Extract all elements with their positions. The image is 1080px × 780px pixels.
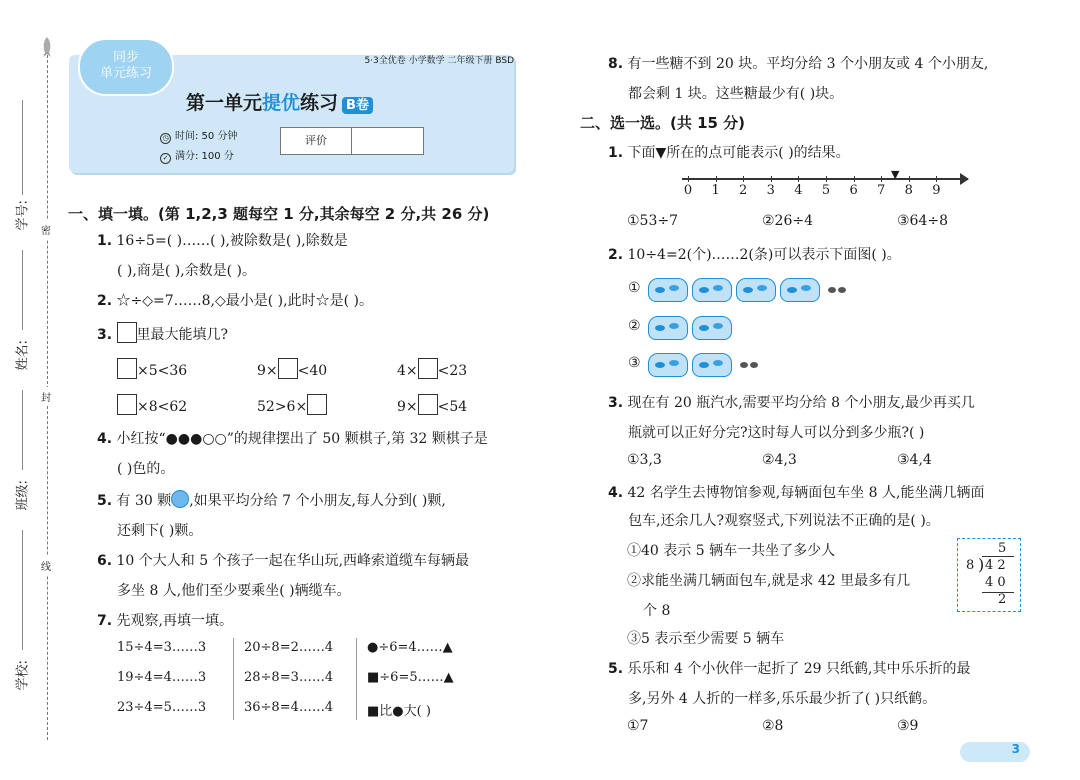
c3-number: 3. [608,395,624,411]
number-line-tick [936,176,937,182]
number-line-label: 6 [849,183,858,198]
q5-text-b: ,如果平均分给 7 个小朋友,每人分到( )颗, [189,493,446,509]
answer-box[interactable] [418,358,438,379]
rocket-icon [40,36,54,58]
q1-line2: ( ),商是( ),余数是( )。 [117,263,257,279]
c4-option-1[interactable]: ①40 表示 5 辆车一共坐了多少人 [627,543,836,559]
number-line-label: 1 [711,183,720,198]
q1-number: 1. [97,233,113,249]
c2-number: 2. [608,247,624,263]
q8-line1 [608,53,988,73]
c3-option-2[interactable]: ②4,3 [762,452,797,468]
q3-item-text: 52>6× [257,399,308,415]
fish-tank-icon [648,353,688,377]
score-info [160,147,234,164]
q5-number: 5. [97,493,113,509]
number-line-tick [798,176,799,182]
c2-option-1[interactable]: ① [628,280,641,296]
q7-col2-row1: 20÷8=2……4 [244,640,334,655]
title-highlight: 提优 [262,92,301,114]
c4-option-2[interactable]: ②求能坐满几辆面包车,就是求 42 里最多有几 [627,573,911,589]
q3-line [97,322,228,344]
fish-tank-icon [780,278,820,302]
section-2-heading: 二、选一选。(共 15 分) [580,114,746,132]
c1-line [608,142,850,162]
time-info [160,127,237,144]
section-1-heading: 一、填一填。(第 1,2,3 题每空 1 分,其余每空 2 分,共 26 分) [68,205,490,223]
q7-col1-row3: 23÷4=5……3 [117,700,207,715]
c4-option-3[interactable]: ③5 表示至少需要 5 辆车 [627,631,785,647]
fish-tank-icon [692,353,732,377]
long-division-box [957,538,1021,612]
q3-item-text: ×8<62 [137,399,188,415]
q6-text-a: 10 个大人和 5 个孩子一起在华山玩,西峰索道缆车每辆最 [116,553,470,569]
q7-number: 7. [97,613,113,629]
number-line-label: 3 [766,183,775,198]
number-line-tick [826,176,827,182]
q3-item-text: 9× [397,399,418,415]
c4-text-a: 42 名学生去博物馆参观,每辆面包车坐 8 人,能坐满几辆面 [627,485,985,501]
column-divider [233,638,234,720]
sync-tag-line2: 单元练习 [99,66,152,81]
c3-text-a: 现在有 20 瓶汽水,需要平均分给 8 个小朋友,最少再买几 [627,395,975,411]
number-line-tick [688,176,689,182]
division-product: 4 0 [985,575,1006,590]
arrow-right-icon [960,173,969,185]
q5-line2: 还剩下( )颗。 [117,523,203,539]
c1-number: 1. [608,145,624,161]
q8-number: 8. [608,56,624,72]
q3-item-text: <54 [437,399,468,415]
q7-col2-row3: 36÷8=4……4 [244,700,334,715]
q3-item-2 [257,358,327,379]
fish-tank-icon [648,278,688,302]
q5-text-a: 有 30 颗 [116,493,172,509]
c1-option-1[interactable]: ①53÷7 [627,213,679,229]
c2-text: 10÷4=2(个)……2(条)可以表示下面图( )。 [627,247,901,263]
division-bar [982,556,1014,557]
q1-line1 [97,230,348,250]
q6-line1 [97,550,469,570]
sync-tag [78,38,174,96]
q3-item-text: ×5<36 [137,363,188,379]
number-line-label: 4 [794,183,803,198]
margin-label-school: 学校: [15,660,31,691]
q7-text: 先观察,再填一填。 [116,613,233,629]
c5-option-1[interactable]: ①7 [627,718,649,734]
fish-tank-icon [692,316,732,340]
q7-col1-row1: 15÷4=3……3 [117,640,207,655]
number-line-axis [682,178,968,180]
answer-box[interactable] [307,394,327,415]
margin-label-class: 班级: [15,480,31,511]
fish-icon [828,285,850,295]
seal-mi: 密 [41,220,51,239]
q7-col3-row1: ●÷6=4……▲ [367,640,453,655]
margin-label-name: 姓名: [15,340,31,371]
time-text: 时间: 50 分钟 [175,131,238,142]
triangle-marker-icon: ▼ [891,168,900,181]
brand-line: 5·3全优卷 小学数学 二年级下册 BSD [364,56,514,66]
q8-text-a: 有一些糖不到 20 块。平均分给 3 个小朋友或 4 个小朋友, [627,56,989,72]
sync-tag-line1: 同步 [112,50,139,65]
q3-item-3 [397,358,467,379]
answer-box[interactable] [418,394,438,415]
fish-icon [740,360,762,370]
division-dividend: 4 2 [985,558,1006,573]
answer-box[interactable] [117,322,137,343]
division-divisor: 8 [966,558,975,573]
seal-xian: 线 [41,556,51,575]
q6-line2: 多坐 8 人,他们至少要乘坐( )辆缆车。 [117,583,351,599]
evaluation-box [280,127,424,155]
c2-line [608,244,901,264]
c5-line1 [608,658,971,678]
number-line-label: 5 [821,183,831,198]
margin-label-student-id: 学号: [15,200,31,231]
candy-icon [171,490,189,508]
q3-item-5 [257,394,327,415]
q7-line [97,610,233,630]
number-line-tick [743,176,744,182]
q2-number: 2. [97,293,113,309]
q3-item-text: 9× [257,363,278,379]
division-quotient: 5 [998,541,1007,556]
q2-text: ☆÷◇=7……8,◇最小是( ),此时☆是( )。 [116,293,373,309]
q5-line1 [97,490,446,510]
fish-tank-icon [692,278,732,302]
q7-col3-row2: ■÷6=5……▲ [367,670,454,685]
c4-line1 [608,482,985,502]
number-line-tick [771,176,772,182]
c5-option-3[interactable]: ③9 [897,718,919,734]
c2-option-3[interactable]: ③ [628,355,641,371]
answer-box[interactable] [278,358,298,379]
margin-blank-line [22,250,23,330]
number-line-tick [716,176,717,182]
division-bracket: ) [978,555,985,574]
q4-text-a: 小红按“●●●○○”的规律摆出了 50 颗棋子,第 32 颗棋子是 [116,431,488,447]
c5-option-2[interactable]: ②8 [762,718,784,734]
evaluation-label: 评价 [281,128,352,154]
page-number: 3 [960,742,1030,762]
number-line-tick [909,176,910,182]
q7-col3-row3: ■比●大( ) [367,704,431,719]
page-title [186,88,373,115]
c4-number: 4. [608,485,624,501]
number-line-label: 2 [739,183,748,198]
number-line-tick [881,176,882,182]
division-remainder: 2 [998,592,1007,607]
c1-option-2[interactable]: ②26÷4 [762,213,814,229]
fish-tank-icon [736,278,776,302]
check-icon: ✓ [160,153,171,164]
q3-text: 里最大能填几? [136,327,229,343]
c4-line2: 包车,还余几人?观察竖式,下列说法不正确的是( )。 [628,513,940,529]
q3-item-text: <23 [437,363,468,379]
q2-line [97,290,373,310]
number-line-label: 0 [683,183,693,198]
c5-text-a: 乐乐和 4 个小伙伴一起折了 29 只纸鹤,其中乐乐折的最 [627,661,971,677]
number-line-label: 7 [877,183,886,198]
c5-number: 5. [608,661,624,677]
column-divider [356,638,357,720]
q4-line2: ( )色的。 [117,461,175,477]
q7-col2-row2: 28÷8=3……4 [244,670,334,685]
score-text: 满分: 100 分 [175,151,234,162]
q1-text-a: 16÷5=( )……( ),被除数是( ),除数是 [116,233,348,249]
margin-blank-line [22,530,23,650]
q3-item-1 [117,358,187,379]
c3-option-3[interactable]: ③4,4 [897,452,932,468]
q3-item-6 [397,394,467,415]
c5-line2: 多,另外 4 人折的一样多,乐乐最少折了( )只纸鹤。 [628,691,937,707]
c3-option-1[interactable]: ①3,3 [627,452,662,468]
q8-line2: 都会剩 1 块。这些糖最少有( )块。 [628,86,844,102]
answer-box[interactable] [117,394,137,415]
number-line-tick [854,176,855,182]
q4-line1 [97,428,488,448]
q6-number: 6. [97,553,113,569]
title-suffix: 练习 [300,92,339,114]
q3-number: 3. [97,327,113,343]
c3-line1 [608,392,975,412]
q3-item-4 [117,394,187,415]
c4-option-2-cont: 个 8 [643,603,671,619]
fish-tank-icon [648,316,688,340]
number-line-label: 8 [904,183,913,198]
c3-line2: 瓶就可以正好分完?这时每人可以分到多少瓶?( ) [628,425,925,441]
q3-item-text: 4× [397,363,418,379]
seal-feng: 封 [41,387,51,406]
answer-box[interactable] [117,358,137,379]
q3-item-text: <40 [297,363,328,379]
c2-option-2[interactable]: ② [628,318,641,334]
c1-option-3[interactable]: ③64÷8 [897,213,949,229]
margin-blank-line [22,100,23,195]
title-prefix: 第一单元 [186,92,263,114]
title-badge: B卷 [342,97,373,114]
clock-icon: ◷ [160,133,171,144]
margin-blank-line [22,390,23,470]
number-line-label: 9 [932,183,941,198]
c1-text: 下面▼所在的点可能表示( )的结果。 [627,145,850,161]
q7-col1-row2: 19÷4=4……3 [117,670,207,685]
q4-number: 4. [97,431,113,447]
